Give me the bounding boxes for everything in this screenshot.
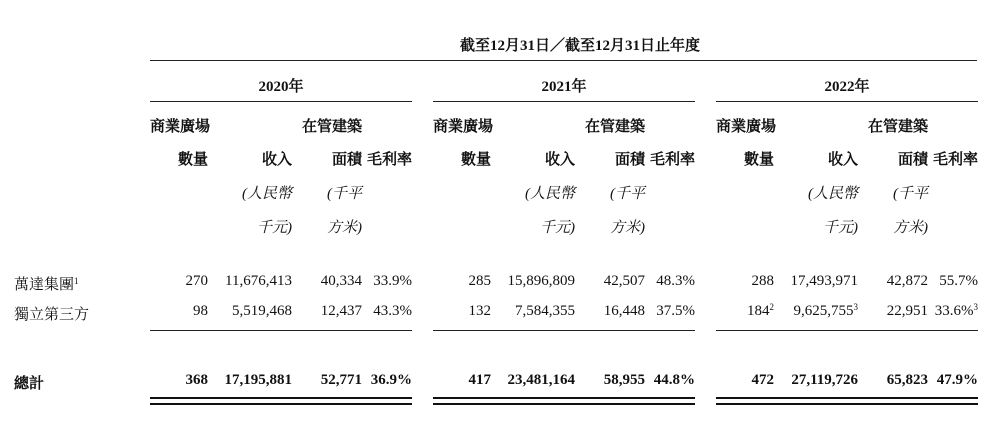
cell-revenue-y2021-row1 [491,303,575,320]
cell-value: 42,507 [603,273,645,289]
col-header-area-l1: 在管建築 [584,119,645,135]
total-double-rule-2022-b [716,403,978,405]
cell-value: 5,519,468 [232,303,292,319]
col-header-malls-l2: 數量 [743,152,774,168]
year-2021: 2021年 [541,79,587,95]
subtotal-rule-2022 [716,330,978,331]
subtotal-rule-2021 [433,330,695,331]
period-header-rule [150,60,977,61]
cell-value: 17,493,971 [790,273,858,289]
col-header-revenue-l1: 收入 [827,152,858,168]
year-2022: 2022年 [824,79,870,95]
total-double-rule-2020-a [150,397,412,399]
cell-value: 7,584,355 [515,303,575,319]
col-header-revenue-l1: 收入 [261,152,292,168]
cell-malls-y2021-row0 [433,273,491,290]
col-header-margin: 毛利率 [649,152,695,168]
cell-value: 9,625,755 [793,303,854,319]
cell-revenue-y2020-row0 [208,273,292,290]
total-double-rule-2021-a [433,397,695,399]
cell-area-y2021-row1 [575,303,645,320]
col-header-malls-l1: 商業廣場 [716,119,777,135]
col-header-malls-l1: 商業廣場 [433,119,494,135]
col-header-revenue-l3: 千元) [823,220,858,236]
cell-value: 288 [751,273,774,289]
cell-value: 270 [185,273,208,289]
col-header-area-l3: (千平 [610,186,645,202]
cell-value: 42,872 [886,273,928,289]
col-header-malls-l2: 數量 [177,152,208,168]
cell-revenue-y2022-row0 [774,273,858,290]
col-header-revenue-l3: 千元) [257,220,292,236]
cell-margin-y2020-row1 [362,303,412,320]
cell-area-y2022-row1 [858,303,928,320]
cell-area-y2022-row0 [858,273,928,290]
cell-area-y2021-row0 [575,273,645,290]
col-header-revenue-l2: (人民幣 [525,186,575,202]
row-label-third-party: 獨立第三方 [14,307,90,323]
col-header-area-l4: 方米) [327,220,362,236]
cell-value: 16,448 [603,303,645,319]
cell-value: 12,437 [320,303,362,319]
col-header-area-l2: 面積 [331,152,362,168]
total-margin-y2020: 36.9% [370,372,412,388]
cell-value: 132 [468,303,491,319]
cell-value: 48.3% [656,273,695,289]
cell-value: 55.7% [939,273,978,289]
col-header-revenue-l2: (人民幣 [808,186,858,202]
total-area-y2020: 52,771 [320,372,362,388]
period-header: 截至12月31日／截至12月31日止年度 [459,38,700,54]
footnote-marker: 2 [769,302,774,312]
cell-value: 98 [193,303,208,319]
cell-value: 33.6% [934,303,974,319]
year-2021-rule [433,101,695,102]
cell-malls-y2020-row1 [150,303,208,320]
total-malls-y2021: 417 [468,372,491,388]
footnote-marker: 3 [973,302,978,312]
cell-malls-y2022-row0 [716,273,774,290]
cell-malls-y2020-row0 [150,273,208,290]
total-label: 總計 [14,376,45,392]
cell-value: 11,676,413 [225,273,292,289]
total-revenue-y2021: 23,481,164 [507,372,575,388]
col-header-malls-l1: 商業廣場 [150,119,211,135]
cell-value: 43.3% [373,303,412,319]
col-header-area-l1: 在管建築 [867,119,928,135]
cell-value: 37.5% [656,303,695,319]
col-header-area-l2: 面積 [614,152,645,168]
col-header-area-l4: 方米) [893,220,928,236]
year-2020: 2020年 [258,79,304,95]
cell-margin-y2021-row0 [645,273,695,290]
cell-value: 184 [747,303,770,319]
cell-value: 40,334 [320,273,362,289]
cell-revenue-y2022-row1 [774,303,858,320]
col-header-area-l4: 方米) [610,220,645,236]
cell-area-y2020-row1 [292,303,362,320]
total-margin-y2022: 47.9% [936,372,978,388]
total-double-rule-2022-a [716,397,978,399]
col-header-revenue-l1: 收入 [544,152,575,168]
cell-malls-y2022-row1 [716,303,774,320]
cell-margin-y2020-row0 [362,273,412,290]
subtotal-rule-2020 [150,330,412,331]
cell-margin-y2021-row1 [645,303,695,320]
cell-value: 15,896,809 [507,273,575,289]
total-area-y2021: 58,955 [603,372,645,388]
cell-value: 22,951 [886,303,928,319]
total-double-rule-2020-b [150,403,412,405]
cell-area-y2020-row0 [292,273,362,290]
cell-revenue-y2020-row1 [208,303,292,320]
col-header-margin: 毛利率 [366,152,412,168]
col-header-revenue-l3: 千元) [540,220,575,236]
cell-margin-y2022-row0 [928,273,978,290]
cell-value: 285 [468,273,491,289]
col-header-malls-l2: 數量 [460,152,491,168]
total-malls-y2020: 368 [185,372,208,388]
footnote-marker: 3 [853,302,858,312]
year-2022-rule [716,101,978,102]
total-revenue-y2022: 27,119,726 [791,372,858,388]
col-header-area-l1: 在管建築 [301,119,362,135]
col-header-revenue-l2: (人民幣 [242,186,292,202]
total-area-y2022: 65,823 [886,372,928,388]
col-header-area-l3: (千平 [893,186,928,202]
total-revenue-y2020: 17,195,881 [224,372,292,388]
cell-margin-y2022-row1 [928,303,978,320]
col-header-area-l3: (千平 [327,186,362,202]
total-margin-y2021: 44.8% [653,372,695,388]
total-double-rule-2021-b [433,403,695,405]
row-label-wanda: 萬達集團$^1$ [14,276,79,293]
col-header-area-l2: 面積 [897,152,928,168]
cell-revenue-y2021-row0 [491,273,575,290]
year-2020-rule [150,101,412,102]
cell-value: 33.9% [373,273,412,289]
col-header-margin: 毛利率 [932,152,978,168]
cell-malls-y2021-row1 [433,303,491,320]
total-malls-y2022: 472 [751,372,774,388]
